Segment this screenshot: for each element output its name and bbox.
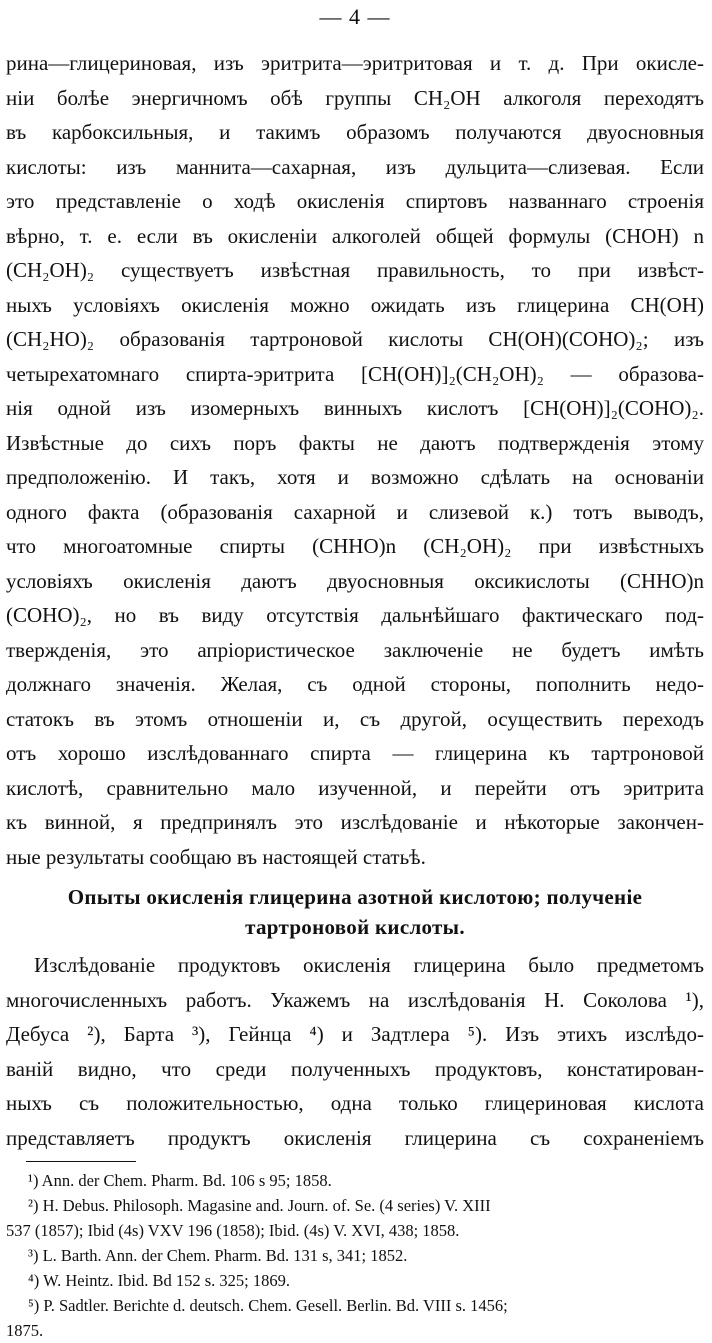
footnote-divider — [26, 1161, 136, 1162]
text-line: условіяхъ окисленія даютъ двуосновныя оксикислоты (CHHO)n — [6, 568, 704, 593]
text-line: одного факта (образованія сахарной и слизевой к.) тотъ выводъ, — [6, 499, 704, 524]
text-line: ныхъ условіяхъ окисленія можно ожидать изъ глицерина CH(OH) — [6, 292, 704, 317]
footnotes — [6, 1168, 704, 1343]
text-line: это представленіе о ходѣ окисленія спиртовъ названнаго строенія — [6, 189, 704, 213]
text-line: что многоатомные спирты (CHHO)n (CH₂OH)₂ при извѣстныхъ — [6, 534, 704, 558]
text-line: кислоты: изъ маннита—сахарная, изъ дульцита—слизевая. Если — [6, 154, 704, 179]
text-line: ные результаты сообщаю въ настоящей статьѣ. — [6, 844, 426, 869]
footnote: ⁴) W. Heintz. Ibid. Bd 152 s. 325; 1869. — [28, 1271, 290, 1290]
text-line: многочисленныхъ работъ. Укажемъ на изслѣдованія Н. Соколова ¹), — [6, 987, 704, 1012]
paragraph-intro — [6, 46, 704, 874]
text-line: Изслѣдованіе продуктовъ окисленія глицерина было предметомъ — [34, 953, 704, 977]
heading-line: Опыты окисленія глицерина азотной кислотою; полученіе — [67, 885, 643, 909]
text-line: четырехатомнаго спирта-эритрита [CH(OH)]₂(CH₂OH)₂ — образова- — [6, 361, 704, 386]
text-line: въ карбоксильныя, и такимъ образомъ получаются двуосновныя — [6, 120, 704, 144]
footnote: ⁵) P. Sadtler. Berichte d. deutsch. Chem. Gesell. Berlin. Bd. VIII s. 1456; — [28, 1296, 508, 1315]
text-line: статокъ въ этомъ отношеніи и, съ другой, осуществить переходъ — [6, 706, 704, 731]
text-line: къ винной, я предпринялъ это изслѣдованіе и нѣкоторые закончен- — [6, 810, 704, 834]
text-line: должнаго значенія. Желая, съ одной стороны, пополнить недо- — [6, 672, 704, 696]
text-line: (CH₂OH)₂ существуетъ извѣстная правильность, то при извѣст- — [6, 258, 704, 282]
text-line: (COHO)₂, но въ виду отсутствія дальнѣйшаго фактическаго под- — [6, 603, 704, 627]
footnote: ¹) Ann. der Chem. Pharm. Bd. 106 s 95; 1858. — [28, 1171, 332, 1190]
text-line: рина—глицериновая, изъ эритрита—эритритовая и т. д. При окисле- — [6, 51, 704, 75]
text-line: вѣрно, т. е. если въ окисленіи алкоголей общей формулы (CHOH) n — [6, 223, 704, 248]
text-line: кислотѣ, сравнительно мало изученной, и перейти отъ эритрита — [6, 775, 704, 800]
text-line: твержденія, это апріористическое заключеніе не будетъ имѣть — [6, 637, 704, 662]
text-line: отъ хорошо изслѣдованнаго спирта — глицерина къ тартроновой — [6, 741, 704, 765]
text-line: Дебуса ²), Барта ³), Гейнца ⁴) и Задтлера ⁵). Изъ этихъ изслѣдо- — [6, 1022, 704, 1046]
footnote: ²) H. Debus. Philosoph. Magasine and. Journ. of. Se. (4 series) V. XIII — [28, 1196, 491, 1215]
heading-line: тартроновой кислоты. — [245, 915, 465, 939]
footnote-continuation: 1875. — [6, 1321, 44, 1340]
text-line: предположенію. И такъ, хотя и возможно сдѣлать на основаніи — [6, 465, 704, 489]
page-number: — 4 — — [319, 4, 391, 29]
paragraph-glycerin — [6, 948, 704, 1155]
text-line: ныхъ съ положительностью, одна только глицериновая кислота — [6, 1091, 704, 1115]
text-line: нія одной изъ изомерныхъ винныхъ кислотъ [CH(OH)]₂(COHO)₂. — [6, 396, 704, 420]
text-line: представляетъ продуктъ окисленія глицерина съ сохраненіемъ — [6, 1125, 704, 1150]
section-heading — [6, 882, 704, 942]
text-line: (CH₂HO)₂ образованія тартроновой кислоты CH(OH)(COHO)₂; изъ — [6, 327, 704, 351]
footnote-continuation: 537 (1857); Ibid (4s) VXV 196 (1858); Ibid. (4s) V. XVI, 438; 1858. — [6, 1221, 460, 1240]
footnote: ³) L. Barth. Ann. der Chem. Pharm. Bd. 131 s, 341; 1852. — [28, 1246, 408, 1265]
text-line: ніи болѣе энергичномъ обѣ группы CH₂OH алкоголя переходятъ — [6, 85, 704, 110]
text-line: ваній видно, что среди полученныхъ продуктовъ, констатирован- — [6, 1056, 704, 1081]
text-line: Извѣстные до сихъ поръ факты не даютъ подтвержденія этому — [6, 430, 704, 455]
